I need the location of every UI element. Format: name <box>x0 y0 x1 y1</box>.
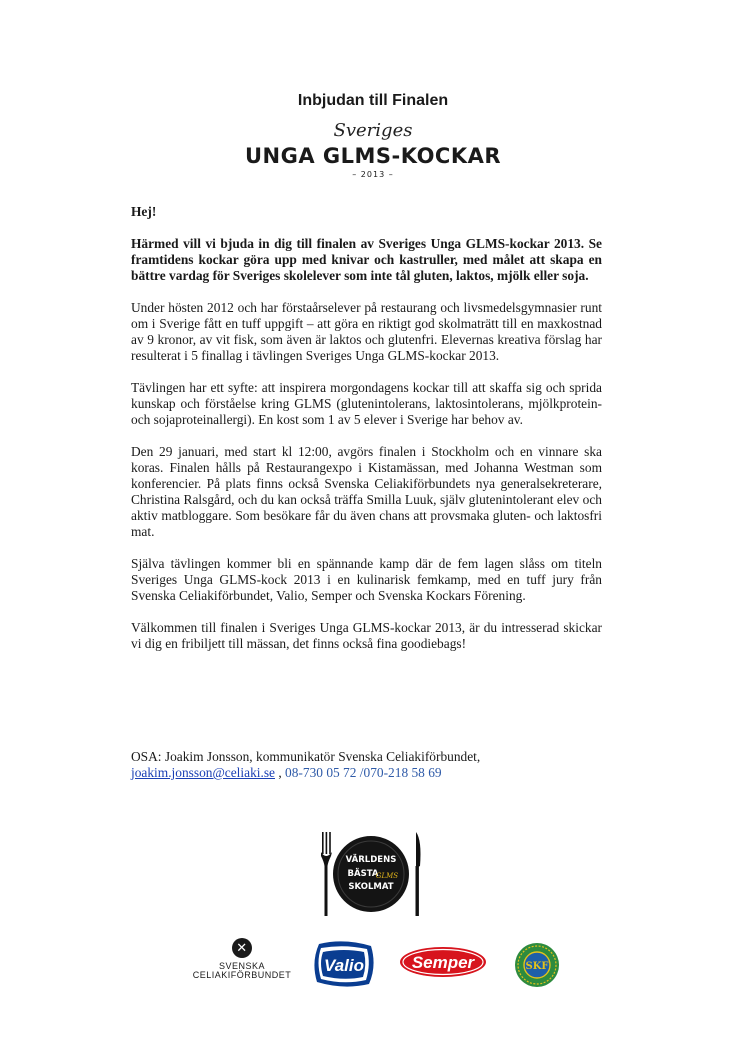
intro-paragraph: Härmed vill vi bjuda in dig till finalen av Sveriges Unga GLMS-kockar 2013. Se framtidens kockar göra upp med knivar och kastruller, med målet att skapa en bättre vardag för Sveriges skolelever som inte tål gluten, laktos, mjölk eller soja. <box>131 236 602 283</box>
svenska-kockars-forening-logo <box>514 942 560 988</box>
rsvp-phone-numbers: 08-730 05 72 /070-218 58 69 <box>285 765 442 780</box>
valio-logo <box>311 940 377 988</box>
letter-body <box>131 204 602 668</box>
event-brand-logo <box>0 120 746 179</box>
paragraph-3: Den 29 januari, med start kl 12:00, avgörs finalen i Stockholm och en vinnare ska koras. Finalen hålls på Restaurangexpo i Kistamässan, med Johanna Westman som konferencier. På plats finns också Svenska Celiakiförbundets nya generalsekreterare, Christina Ralsgård, och du kan också träffa Smilla Luuk, själv glutenintolerant elev och aktiv matbloggare. Som besökare får du även chans att provsmaka gluten- och laktosfri mat. <box>131 444 602 539</box>
plate-line-2: BÄSTA <box>347 869 379 879</box>
plate-line-3: SKOLMAT <box>348 882 394 892</box>
paragraph-1: Under hösten 2012 och har förstaårselever på restaurang och livsmedelsgymnasier runt om i Sverige fått en tuff uppgift – att göra en riktigt god skolmaträtt till en maxkostnad av 9 kronor, av vit fisk, som även är laktos och glutenfri. Elevernas kreativa förslag har resulterat i 5 finallag i tävlingen Sveriges Unga GLMS-kockar 2013. <box>131 300 602 363</box>
semper-logo <box>399 946 487 978</box>
paragraph-2: Tävlingen har ett syfte: att inspirera morgondagens kockar till att skaffa sig och sprida kunskap och förståelse kring GLMS (glutenintolerans, laktosintolerans, mjölkprotein- och sojaproteinallergi). En kost som 1 av 5 elever i Sverige har behov av. <box>131 380 602 427</box>
document-title: Inbjudan till Finalen <box>297 92 449 109</box>
rsvp-details <box>131 765 611 781</box>
rsvp-contact: OSA: Joakim Jonsson, kommunikatör Svenska Celiakiförbundet, <box>131 749 481 764</box>
skf-monogram: SKF <box>525 961 549 972</box>
rsvp-email-link[interactable]: joakim.jonsson@celiaki.se <box>131 765 275 780</box>
rsvp-separator: , <box>274 765 286 780</box>
plate-glms-tag: GLMS <box>375 872 399 880</box>
semper-wordmark: Semper <box>411 953 475 972</box>
valio-wordmark: Valio <box>324 956 364 975</box>
knife-icon <box>416 832 421 916</box>
brand-script-text: Sveriges <box>333 120 413 141</box>
fork-icon <box>321 832 332 916</box>
paragraph-5: Välkommen till finalen i Sveriges Unga GLMS-kockar 2013, är du intresserad skickar vi dig en fribiljett till mässan, det finns också fina goodiebags! <box>131 620 602 651</box>
varldens-basta-skolmat-logo <box>314 826 428 922</box>
celiaki-line-2: CELIAKIFÖRBUNDET <box>192 970 292 980</box>
rsvp-block <box>131 749 611 781</box>
fork-knife-icon: ✕ <box>232 938 252 958</box>
brand-main-text: UNGA GLMS-KOCKAR <box>244 144 502 168</box>
celiaki-line-1: SVENSKA <box>218 961 266 971</box>
sponsor-logos <box>0 934 746 994</box>
plate-icon <box>333 836 409 912</box>
celiakiforbundet-logo <box>188 938 296 980</box>
greeting: Hej! <box>131 204 157 219</box>
paragraph-4: Själva tävlingen kommer bli en spännande kamp där de fem lagen slåss om titeln Sveriges Unga GLMS-kock 2013 i en kulinarisk femkamp, med en tuff jury från Svenska Celiakiförbundet, Valio, Semper och Svenska Kockars Förening. <box>131 556 602 603</box>
plate-line-1: VÄRLDENS <box>345 855 397 865</box>
brand-year-text: – 2013 – <box>352 170 394 179</box>
